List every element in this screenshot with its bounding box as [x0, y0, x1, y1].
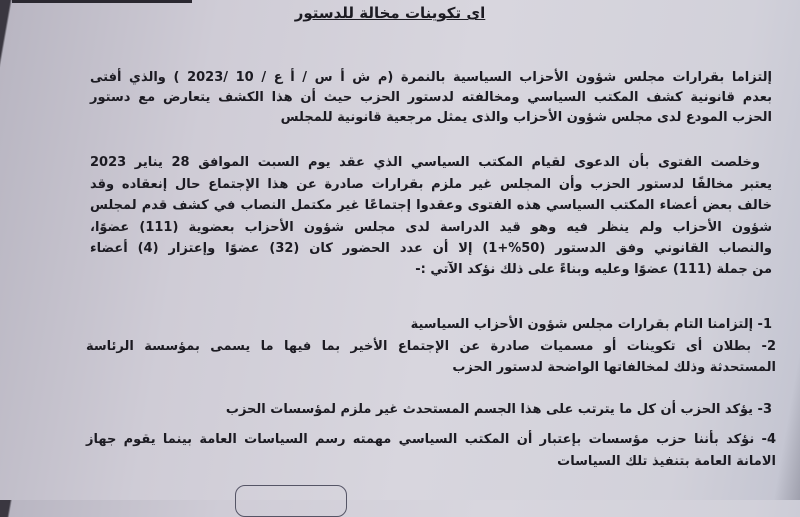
list-item-4: 4- نؤكد بأننا حزب مؤسسات بإعتبار أن المكتب السياسي مهمته رسم السياسات العامة بينما يقوم جهاز [86, 432, 776, 447]
paragraph-line: خالف بعض أعضاء المكتب السياسي هذه الفتوى وعقدوا إجتماعًا غير مكتمل النصاب في كشف قدم لمجلس [90, 198, 772, 213]
paragraph-line: الحزب المودع لدى مجلس شؤون الأحزاب والذى يمثل مرجعية قانونية للمجلس [280, 110, 772, 125]
paragraph-line: وخلصت الفتوى بأن الدعوى لقيام المكتب السياسي الذي عقد يوم السبت الموافق 28 يناير 2023 [90, 155, 760, 170]
paragraph-line: من جملة (111) عضوًا وعليه وبناءً على ذلك نؤكد الآتي :- [415, 262, 772, 277]
list-item-4-cont: الامانة العامة بتنفيذ تلك السياسات [557, 454, 776, 469]
paragraph-line: يعتبر مخالفًا لدستور الحزب وأن المجلس غير ملزم بقرارات صادرة عن هذا الإجتماع حال إنعقاده وقد [90, 177, 772, 192]
document-title: اى تكوينات مخالة للدستور [294, 4, 486, 22]
paragraph-line: بعدم قانونية كشف المكتب السياسي ومخالفته لدستور الحزب حيث أن هذا الكشف يتعارض مع دستور [90, 90, 772, 105]
paragraph-line: والنصاب القانوني وفق الدستور (50%+1) إلا أن عدد الحضور كان (32) عضوًا وإعتزار (4) أعضاء [90, 241, 773, 256]
list-item-1: 1- إلتزامنا التام بقرارات مجلس شؤون الأحزاب السياسية [410, 317, 772, 332]
list-item-2: 2- بطلان أى تكوينات أو مسميات صادرة عن الإجتماع الأخير بما فيها ما يسمى بمؤسسة الرئاسة [86, 339, 776, 354]
stamp [235, 485, 347, 517]
page-edge [12, 0, 192, 3]
list-item-2-cont: المستحدثة وذلك لمخالفاتها الواضحة لدستور الحزب [452, 360, 776, 375]
paragraph-line: إلتزاما بقرارات مجلس شؤون الأحزاب السياسية بالنمرة (م ش أ س / أ ع / 10 /2023 ) والذي أفتى [90, 70, 772, 85]
paragraph-line: شؤون الأحزاب ولم ينظر فيه وهو قيد الدراسة لدى مجلس شؤون الأحزاب بعضوية (111) عضوًا، [90, 220, 772, 235]
list-item-3: 3- يؤكد الحزب أن كل ما يترتب على هذا الجسم المستحدث غير ملزم لمؤسسات الحزب [225, 402, 772, 417]
